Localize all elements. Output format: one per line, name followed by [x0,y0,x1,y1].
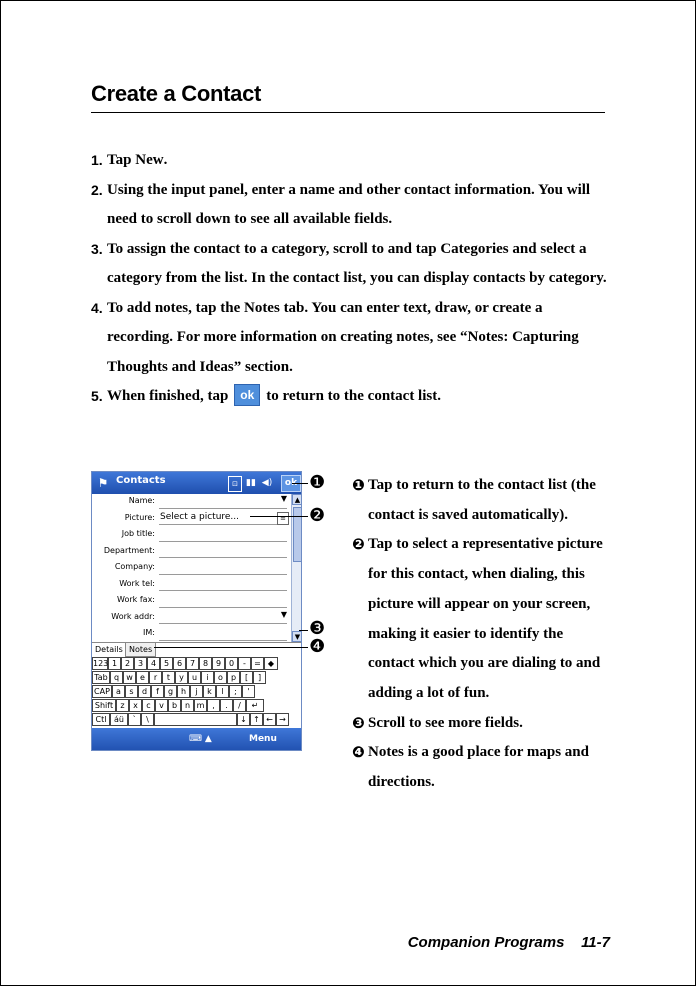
step-4: 4. To add notes, tap the Notes tab. You can enter text, draw, or create a recording. For more information on creating notes, see “Notes: Capturing Thoughts and Ideas” section. [91,299,579,375]
key[interactable]: x [129,699,142,712]
field-work-fax[interactable]: Work fax: [92,593,291,610]
key[interactable]: , [207,699,220,712]
tab-key[interactable]: Tab [92,671,110,684]
key[interactable]: 4 [147,657,160,670]
page-footer [396,934,610,951]
key[interactable]: j [190,685,203,698]
speaker-icon[interactable]: ◀) [261,478,273,488]
key[interactable]: l [216,685,229,698]
soft-keyboard [92,657,302,728]
key[interactable]: t [162,671,175,684]
scroll-up-icon[interactable]: ▲ [292,494,302,505]
key[interactable]: z [116,699,129,712]
device-menu-bar [92,728,302,751]
key[interactable]: 8 [199,657,212,670]
key[interactable]: c [142,699,155,712]
key[interactable]: r [149,671,162,684]
field-job-title[interactable]: Job title: [92,527,291,544]
key[interactable]: h [177,685,190,698]
key[interactable]: 123 [93,659,109,668]
field-name[interactable]: Name: ▼ [92,494,291,511]
ctl-key[interactable]: Ctl [92,713,110,726]
key[interactable]: 3 [134,657,147,670]
device-title-bar [92,472,302,494]
chevron-down-icon[interactable]: ▼ [280,609,287,619]
step-3: 3. To assign the contact to a category, scroll to and tap Categories and select a category from the list. In the contact list, you can display contacts by category. [91,240,607,286]
note-1: ❶ Tap to return to the contact list (the contact is saved automatically). [352,476,596,523]
step-2: 2. Using the input panel, enter a name and other contact information. You will need to scroll down to see all available fields. [91,181,591,227]
picture-menu-icon[interactable]: ≡ [277,512,289,525]
key[interactable]: - [238,657,251,670]
key[interactable]: q [110,671,123,684]
key[interactable]: 9 [212,657,225,670]
windows-flag-icon[interactable]: ⚑ [97,476,109,490]
key[interactable]: ; [229,685,242,698]
key[interactable]: o [214,671,227,684]
key[interactable]: 5 [160,657,173,670]
backspace-key[interactable]: ◆ [264,657,278,670]
key[interactable]: 7 [186,657,199,670]
key[interactable]: ` [128,713,141,726]
key[interactable]: f [151,685,164,698]
key[interactable]: m [194,699,207,712]
key[interactable]: w [123,671,136,684]
chevron-down-icon[interactable]: ▼ [280,494,287,503]
field-department[interactable]: Department: [92,544,291,561]
note-2: ❷ Tap to select a representative picture for this contact, when dialing, this picture will appear on your screen, making it easier to identify the contact which you are dialing to and adding a lot of fun. [352,535,603,701]
tab-notes[interactable]: Notes [125,643,156,657]
key[interactable]: [ [240,671,253,684]
scroll-down-icon[interactable]: ▼ [292,631,302,642]
key[interactable]: \ [141,713,154,726]
key[interactable]: . [220,699,233,712]
key[interactable]: ← [263,713,276,726]
field-work-tel[interactable]: Work tel: [92,577,291,594]
field-im[interactable]: IM: [92,626,291,643]
tab-details[interactable]: Details [92,643,126,656]
signal-icon: ▮▮ [246,478,256,488]
device-screenshot [91,471,302,751]
callout-line-3 [299,630,308,631]
sync-icon: ⊡ [228,476,242,492]
key[interactable]: 2 [121,657,134,670]
callout-2: ❷ [309,505,326,526]
note-3: ❸ Scroll to see more fields. [352,713,523,732]
key[interactable]: u [188,671,201,684]
key[interactable]: → [276,713,289,726]
callout-notes [352,471,610,798]
ok-button-image: ok [234,384,260,406]
callout-3: ❸ [309,618,326,639]
shift-key[interactable]: Shift [92,699,116,712]
app-title: Contacts [116,475,166,486]
callout-line-2 [250,516,308,517]
key[interactable]: v [155,699,168,712]
steps-list [91,146,611,412]
footer-section: Companion Programs [407,934,565,951]
key[interactable]: 0 [225,657,238,670]
note-4: ❹ Notes is a good place for maps and directions. [352,743,589,791]
caps-key[interactable]: CAP [92,685,112,698]
key[interactable]: ↓ [237,713,250,726]
key[interactable]: s [125,685,138,698]
keyboard-icon[interactable]: ⌨ ▲ [189,734,212,744]
page-title: Create a Contact [91,81,605,113]
callout-line-4 [154,647,308,648]
enter-key[interactable]: ↵ [246,699,264,712]
key[interactable]: 6 [173,657,186,670]
key[interactable]: k [203,685,216,698]
space-key[interactable] [154,713,237,726]
key[interactable]: = [251,657,264,670]
key[interactable]: d [138,685,151,698]
callout-4: ❹ [309,636,326,657]
form-tabs [92,642,302,657]
key[interactable]: i [201,671,214,684]
key[interactable]: n [181,699,194,712]
accent-key[interactable]: áü [110,713,128,726]
key[interactable]: / [233,699,246,712]
key[interactable]: y [175,671,188,684]
field-company[interactable]: Company: [92,560,291,577]
callout-line-1 [292,483,308,484]
key[interactable]: ' [242,685,255,698]
key[interactable]: p [227,671,240,684]
step-1: 1. Tap New. [91,152,168,168]
step-5: 5. When finished, tap ok to return to the contact list. [91,382,611,412]
callout-1: ❶ [309,472,326,493]
footer-page-number: 11-7 [581,934,610,951]
field-work-addr[interactable]: Work addr: ▼ [92,610,291,627]
key[interactable]: ] [253,671,266,684]
key[interactable]: a [112,685,125,698]
menu-button[interactable]: Menu [249,734,277,744]
ok-button[interactable]: ok [281,475,301,492]
key[interactable]: g [164,685,177,698]
key[interactable]: b [168,699,181,712]
key[interactable]: e [136,671,149,684]
key[interactable]: ↑ [250,713,263,726]
field-picture[interactable]: Picture: Select a picture... ≡ [92,511,291,528]
key[interactable]: 1 [108,657,121,670]
